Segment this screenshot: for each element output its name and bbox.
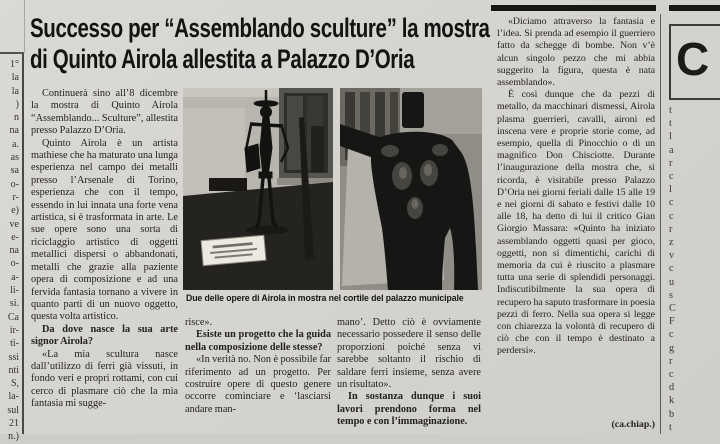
placard (201, 235, 266, 265)
article-column-4 (497, 16, 655, 434)
wall-grate (209, 178, 247, 191)
top-rule-main (491, 5, 656, 11)
left-edge-fragment: Ca (7, 311, 19, 323)
right-edge-fragment: r (669, 223, 673, 235)
clipping-corner-line (0, 52, 24, 54)
adjacent-article-headline-box (669, 24, 720, 100)
article-paragraph: In sostanza dunque i suoi lavori prendono forma nel tempo e con l’immaginazione. (337, 391, 481, 428)
right-edge-fragment: g (669, 342, 675, 354)
adjacent-headline-initial: C (676, 33, 710, 85)
window-figure-silhouette (311, 126, 324, 172)
right-divider-rule (660, 14, 661, 434)
left-edge-fragment: a- (11, 271, 19, 283)
headline-line1: Successo per “Assemblando sculture” la mostra (30, 13, 490, 43)
left-edge-fragment: nti (8, 364, 19, 376)
left-edge-fragment: na (9, 245, 19, 257)
left-edge-fragment: a. (12, 138, 19, 150)
right-photo-image (340, 88, 482, 290)
right-edge-fragment: c (669, 263, 674, 275)
left-edge-fragment: ve (9, 218, 19, 230)
right-edge-fragment: t (669, 421, 672, 433)
right-edge-fragment: c (669, 369, 674, 381)
right-edge-fragment: C (669, 303, 676, 315)
right-edge-fragment: r (669, 355, 673, 367)
right-edge-fragment: c (669, 197, 674, 209)
left-edge-fragment: la (11, 72, 19, 84)
left-edge-fragment: e) (11, 205, 19, 217)
right-edge-fragment: z (669, 237, 674, 249)
left-edge-fragment: 1° (10, 59, 19, 70)
right-edge-fragment: t (669, 105, 672, 116)
right-edge-fragment: l (669, 184, 672, 196)
left-edge-fragment: li- (10, 285, 19, 297)
left-edge-fragment: r- (12, 191, 19, 203)
clipping-corner-vertical (24, 0, 25, 53)
right-edge-fragment: c (669, 329, 674, 341)
right-edge-fragment: u (669, 276, 675, 288)
left-edge-fragment: ssi (8, 351, 19, 363)
left-edge-fragment: S, (10, 378, 19, 390)
article-paragraph: Esiste un progetto che la guida nella composizione delle stesse? (185, 329, 331, 353)
article-column-2 (185, 317, 331, 434)
right-edge-fragment: l (669, 131, 672, 143)
article-paragraph: risce». (185, 317, 213, 328)
right-edge-fragment: r (669, 157, 673, 169)
left-edge-fragment: si. (9, 298, 19, 310)
right-edge-fragment: k (669, 395, 675, 407)
left-edge-fragment: 21 (9, 418, 19, 430)
left-edge-fragment: ) (15, 98, 19, 110)
article-paragraph: Quinto Airola è un artista mathiese che ha maturato una lunga esperienza nel campo dei metalli presso l’Arsenale di Torino, esperienza che con il tempo, essendo in lui innata una forte vena artistica, si è trasformata in arte. Le sue opere sono una sorta di riciclaggio artistico di oggetti metallici dispersi o abbandonati, metalli che grazie alla paziente opera di composizione e ad una fervida fantasia tornano a vivere in quanto parti di un nuovo oggetto, questa volta artistico. (31, 137, 178, 323)
right-edge-fragment: a (669, 144, 674, 156)
left-edge-fragment: e- (11, 231, 19, 243)
right-edge-fragment: c (669, 171, 674, 183)
left-edge-fragment: ir- (9, 324, 19, 336)
article-paragraph: È così dunque che da pezzi di metallo, da macchinari dismessi, Airola plasma guerrieri, cavalli, aironi ed inscena vere e proprie storie come, ad esempio, quella di Pinocchio o di un magnifico Don Chisciotte. Durante l’inaugurazione della mostra che, si ricorda, è visitabile presso Palazzo D’Oria nei giorni feriali dalle 15 alle 19 e nei giorni di sabato e festivi dalle 10 alle 18, ha detto di lui il critico Gian Giorgio Massara: «Quinto ha iniziato assemblando oggetti quasi per gioco, oggetti, non si dimentichi, carichi di memoria da cui è riuscito a plasmare tutta una serie di splendidi personaggi. Indiscutibilmente la sua opera di recupero ha saputo trasformare in poesia pezzi di ferro. Nella sua opera si legge con chiarezza la volontà di recupero di ciò che con il tempo è destinato a perdersi». (497, 89, 655, 357)
article-paragraph: Da dove nasce la sua arte signor Airola? (31, 323, 178, 348)
right-edge-fragment: v (669, 250, 675, 262)
left-edge-fragment: la- (8, 391, 19, 403)
left-edge-fragment: n (14, 112, 19, 124)
left-edge-fragment: ti- (10, 338, 19, 350)
article-paragraph: «La mia scultura nasce dall’utilizzo di ferri già vissuti, in fondo veri e propri rottami, con cui cerco di plasmare ciò che la mia fantasia mi sugge- (31, 348, 178, 410)
right-edge-fragment: s (669, 289, 673, 301)
left-edge-fragment: o- (10, 178, 19, 190)
photo-caption: Due delle opere di Airola in mostra nel cortile del palazzo municipale (186, 292, 464, 303)
article-paragraph: «Diciamo attraverso la fantasia e l’idea. Si prenda ad esempio il guerriero fatto da schegge di bombe. Non v’è alcun singolo pezzo che mi abbia suggerito la figura, questa è nata assemblando». (497, 16, 655, 89)
left-edge-fragment: n.) (8, 431, 19, 443)
left-edge-fragment: na (9, 125, 19, 137)
left-edge-fragment: la (11, 85, 19, 97)
left-edge-fragment: o- (10, 258, 19, 270)
right-edge-fragment: F (669, 316, 675, 328)
left-photo-image (183, 88, 333, 290)
left-edge-fragment: sul (7, 404, 19, 416)
article-paragraph: Continuerà sino all’8 dicembre la mostra di Quinto Airola “Assemblando... Sculture”, allestita presso Palazzo D’Oria. (31, 88, 178, 137)
left-edge-fragment: as (10, 152, 19, 164)
photo-left-sculpture (183, 88, 333, 290)
photo-right-torso (340, 88, 482, 290)
article-paragraph: «In verità no. Non è possibile far riferimento ad un progetto. Per costruire opere di questo genere occorre cominciare e ‘lasciarsi andare man- (185, 354, 331, 415)
article-column-1 (31, 88, 178, 434)
right-edge-fragment: d (669, 382, 675, 394)
article-paragraph: mano’. Detto ciò è ovviamente necessario possedere il senso delle proporzioni poiché senza vi sarebbe soltanto il rischio di saldare ferri insieme, senza avere un risultato». (337, 317, 481, 391)
article-column-3 (337, 317, 481, 434)
right-edge-fragment: b (669, 408, 675, 420)
headline-line2: di Quinto Airola allestita a Palazzo D’Oria (30, 43, 415, 74)
left-edge-fragment: sa (10, 165, 19, 177)
left-column-rule (22, 54, 24, 434)
right-edge-fragment: c (669, 210, 674, 222)
right-edge-fragment: t (669, 118, 672, 130)
article-headline (30, 13, 490, 74)
top-rule-adjacent (669, 5, 720, 11)
adjacent-column-fragments-right (669, 104, 683, 434)
author-initials: (ca.chiap.) (611, 419, 655, 430)
adjacent-column-fragments-left (0, 58, 19, 444)
